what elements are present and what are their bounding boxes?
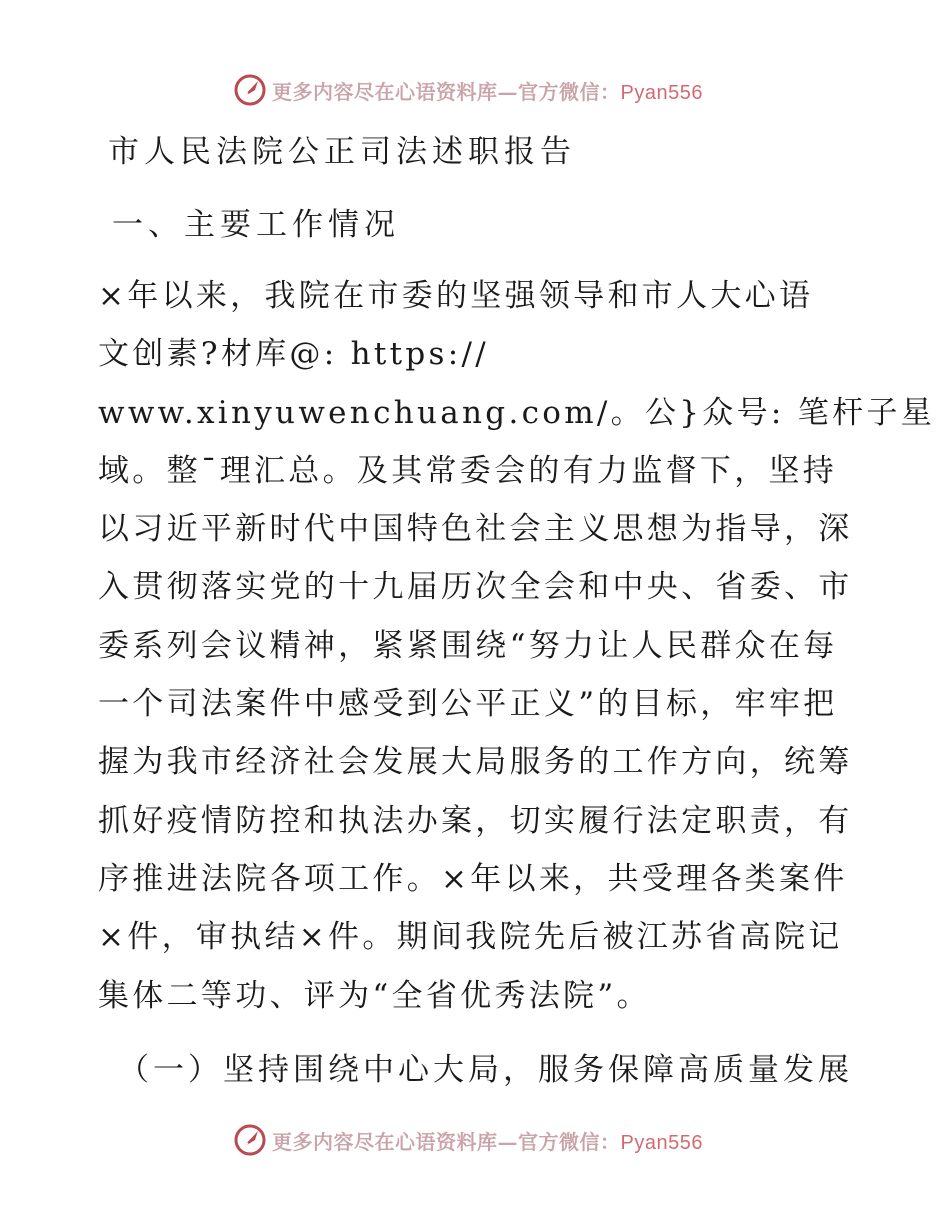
quill-logo-icon	[232, 72, 268, 108]
footer-watermark	[232, 1120, 703, 1160]
paragraph-line: 一个司法案件中感受到公平正义”的目标，牢牢把	[98, 686, 838, 723]
paragraph-line: ×年以来，我院在市委的坚强领导和市人大心语	[98, 278, 814, 314]
paragraph-line: www.xinyuwenchuang.com/。公}众号: 笔杆子星	[98, 394, 935, 431]
watermark-id: Pyan556	[620, 81, 703, 104]
watermark-text: 更多内容尽在心语资料库—官方微信：Pyan556	[272, 1129, 703, 1154]
body-paragraph	[98, 267, 935, 1025]
paragraph-line: 以习近平新时代中国特色社会主义思想为指导，深	[98, 511, 853, 548]
watermark-id: Pyan556	[620, 1131, 703, 1154]
page-title: 市人民法院公正司法述职报告	[108, 134, 576, 170]
paragraph-line: 委系列会议精神，紧紧围绕“努力让人民群众在每	[98, 627, 838, 664]
quill-logo-icon	[232, 1122, 268, 1158]
paragraph-line: ×件，审执结×件。期间我院先后被江苏省高院记	[98, 919, 843, 956]
paragraph-line: 文创素?材库@: https://	[98, 336, 489, 373]
paragraph-line: 抓好疫情防控和执法办案，切实履行法定职责，有	[98, 802, 853, 839]
paragraph-line: 序推进法院各项工作。×年以来，共受理各类案件	[98, 860, 848, 897]
section-heading: 一、主要工作情况	[112, 207, 400, 243]
paragraph-line: 集体二等功、评为“全省优秀法院”。	[98, 977, 651, 1014]
subsection-heading: （一）坚持围绕中心大局，服务保障高质量发展	[118, 1052, 853, 1088]
paragraph-line: 握为我市经济社会发展大局服务的工作方向，统筹	[98, 744, 853, 781]
paragraph-line: 入贯彻落实党的十九届历次全会和中央、省委、市	[98, 569, 853, 606]
header-watermark	[232, 70, 703, 110]
paragraph-line: 域。整¯理汇总。及其常委会的有力监督下，坚持	[98, 452, 838, 489]
watermark-text: 更多内容尽在心语资料库—官方微信：Pyan556	[272, 79, 703, 104]
